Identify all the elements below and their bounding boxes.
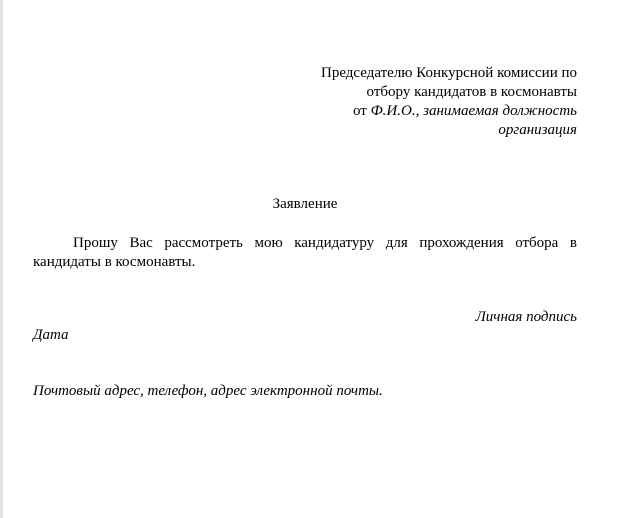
addressee-block [321, 64, 577, 140]
signature-label: Личная подпись [475, 309, 577, 325]
addressee-from-prefix: от [353, 103, 371, 119]
addressee-line-2: отбору кандидатов в космонавты [366, 84, 577, 100]
applicant-name-position: Ф.И.О., занимаемая должность [370, 103, 577, 119]
page-edge-divider [0, 0, 3, 518]
addressee-line-1: Председателю Конкурсной комиссии по [320, 65, 577, 81]
date-label: Дата [33, 327, 69, 343]
addressee-line-3 [321, 102, 577, 121]
contacts-label: Почтовый адрес, телефон, адрес электронной почты. [33, 383, 383, 399]
addressee-organization: организация [498, 122, 577, 138]
application-body: Прошу Вас рассмотреть мою кандидатуру для прохождения отбора в кандидаты в космонавты. [33, 235, 577, 270]
document-title: Заявление [272, 196, 338, 212]
